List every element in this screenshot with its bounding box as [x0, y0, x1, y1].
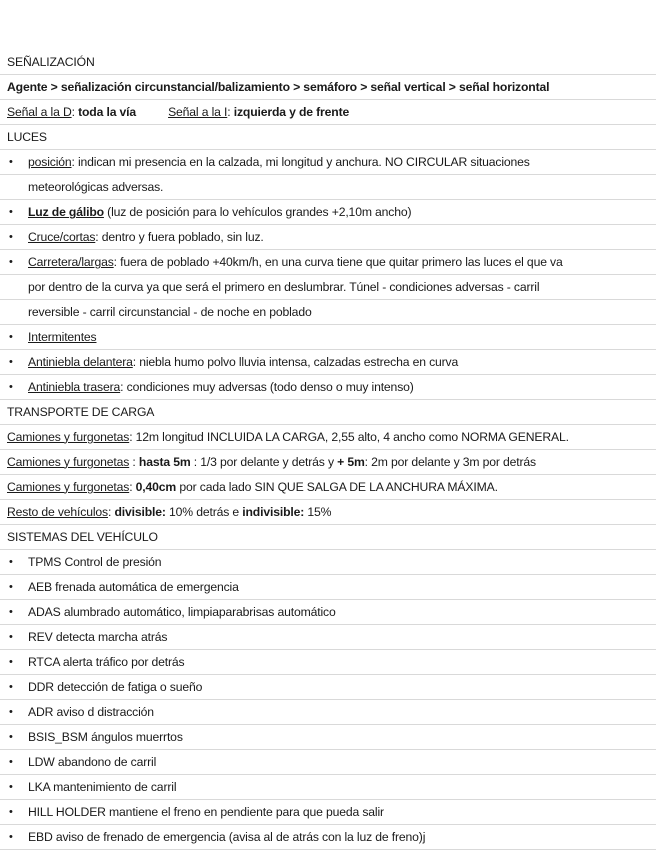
system-item: • AEB frenada automática de emergencia [0, 575, 656, 600]
system-item: • BSIS_BSM ángulos muerrtos [0, 725, 656, 750]
list-item-carretera-cont-2: reversible - carril circunstancial - de noche en poblado [0, 300, 656, 325]
cargo-desc-2d: + 5m [337, 455, 365, 469]
desc-antiniebla-trasera: : condiciones muy adversas (todo denso o muy intenso) [120, 380, 414, 394]
system-item: • ADR aviso d distracción [0, 700, 656, 725]
term-carretera: Carretera/largas [28, 255, 114, 269]
cargo-line-1 [0, 425, 656, 450]
desc-cruce: : dentro y fuera poblado, sin luz. [95, 230, 264, 244]
cargo-desc-3a: : [129, 480, 136, 494]
section-heading-senalizacion: SEÑALIZACIÓN [0, 50, 656, 75]
signal-right-label: Señal a la D [7, 105, 72, 119]
system-item: • LDW abandono de carril [0, 750, 656, 775]
term-antiniebla-trasera: Antiniebla trasera [28, 380, 121, 394]
cargo-desc-2e: : 2m por delante y 3m por detrás [364, 455, 536, 469]
notes-document [0, 50, 656, 850]
cargo-desc-3c: por cada lado SIN QUE SALGA DE LA ANCHURA MÁXIMA. [176, 480, 498, 494]
cargo-desc-2b: hasta 5m [138, 455, 191, 469]
signal-left-label: Señal a la I [168, 105, 228, 119]
term-cruce: Cruce/cortas [28, 230, 96, 244]
cargo-desc-4a: : [107, 505, 115, 519]
term-intermitentes: Intermitentes [28, 330, 97, 344]
list-item-carretera-cont-1: por dentro de la curva ya que será el primero en deslumbrar. Túnel - condiciones adversas - carril [0, 275, 656, 300]
list-item-posicion [0, 150, 656, 175]
signal-side-line [0, 100, 656, 125]
list-item-antiniebla-trasera [0, 375, 656, 400]
system-item: • DDR detección de fatiga o sueño [0, 675, 656, 700]
signal-priority-order: Agente > señalización circunstancial/balizamiento > semáforo > señal vertical > señal horizontal [0, 75, 656, 100]
term-antiniebla-delantera: Antiniebla delantera [28, 355, 133, 369]
system-item: • HILL HOLDER mantiene el freno en pendiente para que pueda salir [0, 800, 656, 825]
cargo-desc-2c: : 1/3 por delante y detrás y [190, 455, 338, 469]
list-item-cruce [0, 225, 656, 250]
section-heading-transporte: TRANSPORTE DE CARGA [0, 400, 656, 425]
desc-posicion: : indican mi presencia en la calzada, mi longitud y anchura. NO CIRCULAR situaciones [71, 155, 530, 169]
cargo-term-1: Camiones y furgonetas [7, 430, 130, 444]
cargo-desc-4b: divisible: [114, 505, 166, 519]
cargo-desc-4c: 10% detrás e [165, 505, 243, 519]
term-galibo: Luz de gálibo [28, 205, 104, 219]
system-item: • RTCA alerta tráfico por detrás [0, 650, 656, 675]
desc-carretera: : fuera de poblado +40km/h, en una curva tiene que quitar primero las luces el que va [113, 255, 563, 269]
signal-left-sep: : [227, 105, 234, 119]
list-item-carretera [0, 250, 656, 275]
cargo-line-3 [0, 475, 656, 500]
system-item: • EBD aviso de frenado de emergencia (avisa al de atrás con la luz de freno)j [0, 825, 656, 850]
signal-right-sep: : [71, 105, 79, 119]
cargo-desc-2a: : [129, 455, 139, 469]
cargo-line-4 [0, 500, 656, 525]
list-item-galibo [0, 200, 656, 225]
system-item: • ADAS alumbrado automático, limpiaparabrisas automático [0, 600, 656, 625]
desc-antiniebla-delantera: : niebla humo polvo lluvia intensa, calzadas estrecha en curva [132, 355, 459, 369]
section-heading-sistemas: SISTEMAS DEL VEHÍCULO [0, 525, 656, 550]
cargo-line-2 [0, 450, 656, 475]
signal-left-value: izquierda y de frente [233, 105, 350, 119]
cargo-term-3: Camiones y furgonetas [7, 480, 130, 494]
cargo-term-4: Resto de vehículos [7, 505, 108, 519]
list-item-antiniebla-delantera [0, 350, 656, 375]
system-item: • REV detecta marcha atrás [0, 625, 656, 650]
list-item-intermitentes [0, 325, 656, 350]
section-heading-luces: LUCES [0, 125, 656, 150]
cargo-term-2: Camiones y furgonetas [7, 455, 130, 469]
system-item: • LKA mantenimiento de carril [0, 775, 656, 800]
cargo-desc-1: : 12m longitud INCLUIDA LA CARGA, 2,55 alto, 4 ancho como NORMA GENERAL. [129, 430, 569, 444]
list-item-posicion-cont: meteorológicas adversas. [0, 175, 656, 200]
signal-right-value: toda la vía [78, 105, 137, 119]
cargo-desc-4d: indivisible: [242, 505, 305, 519]
desc-galibo: (luz de posición para lo vehículos grandes +2,10m ancho) [103, 205, 412, 219]
term-posicion: posición [28, 155, 72, 169]
cargo-desc-4e: 15% [304, 505, 332, 519]
system-item: • TPMS Control de presión [0, 550, 656, 575]
cargo-desc-3b: 0,40cm [135, 480, 177, 494]
